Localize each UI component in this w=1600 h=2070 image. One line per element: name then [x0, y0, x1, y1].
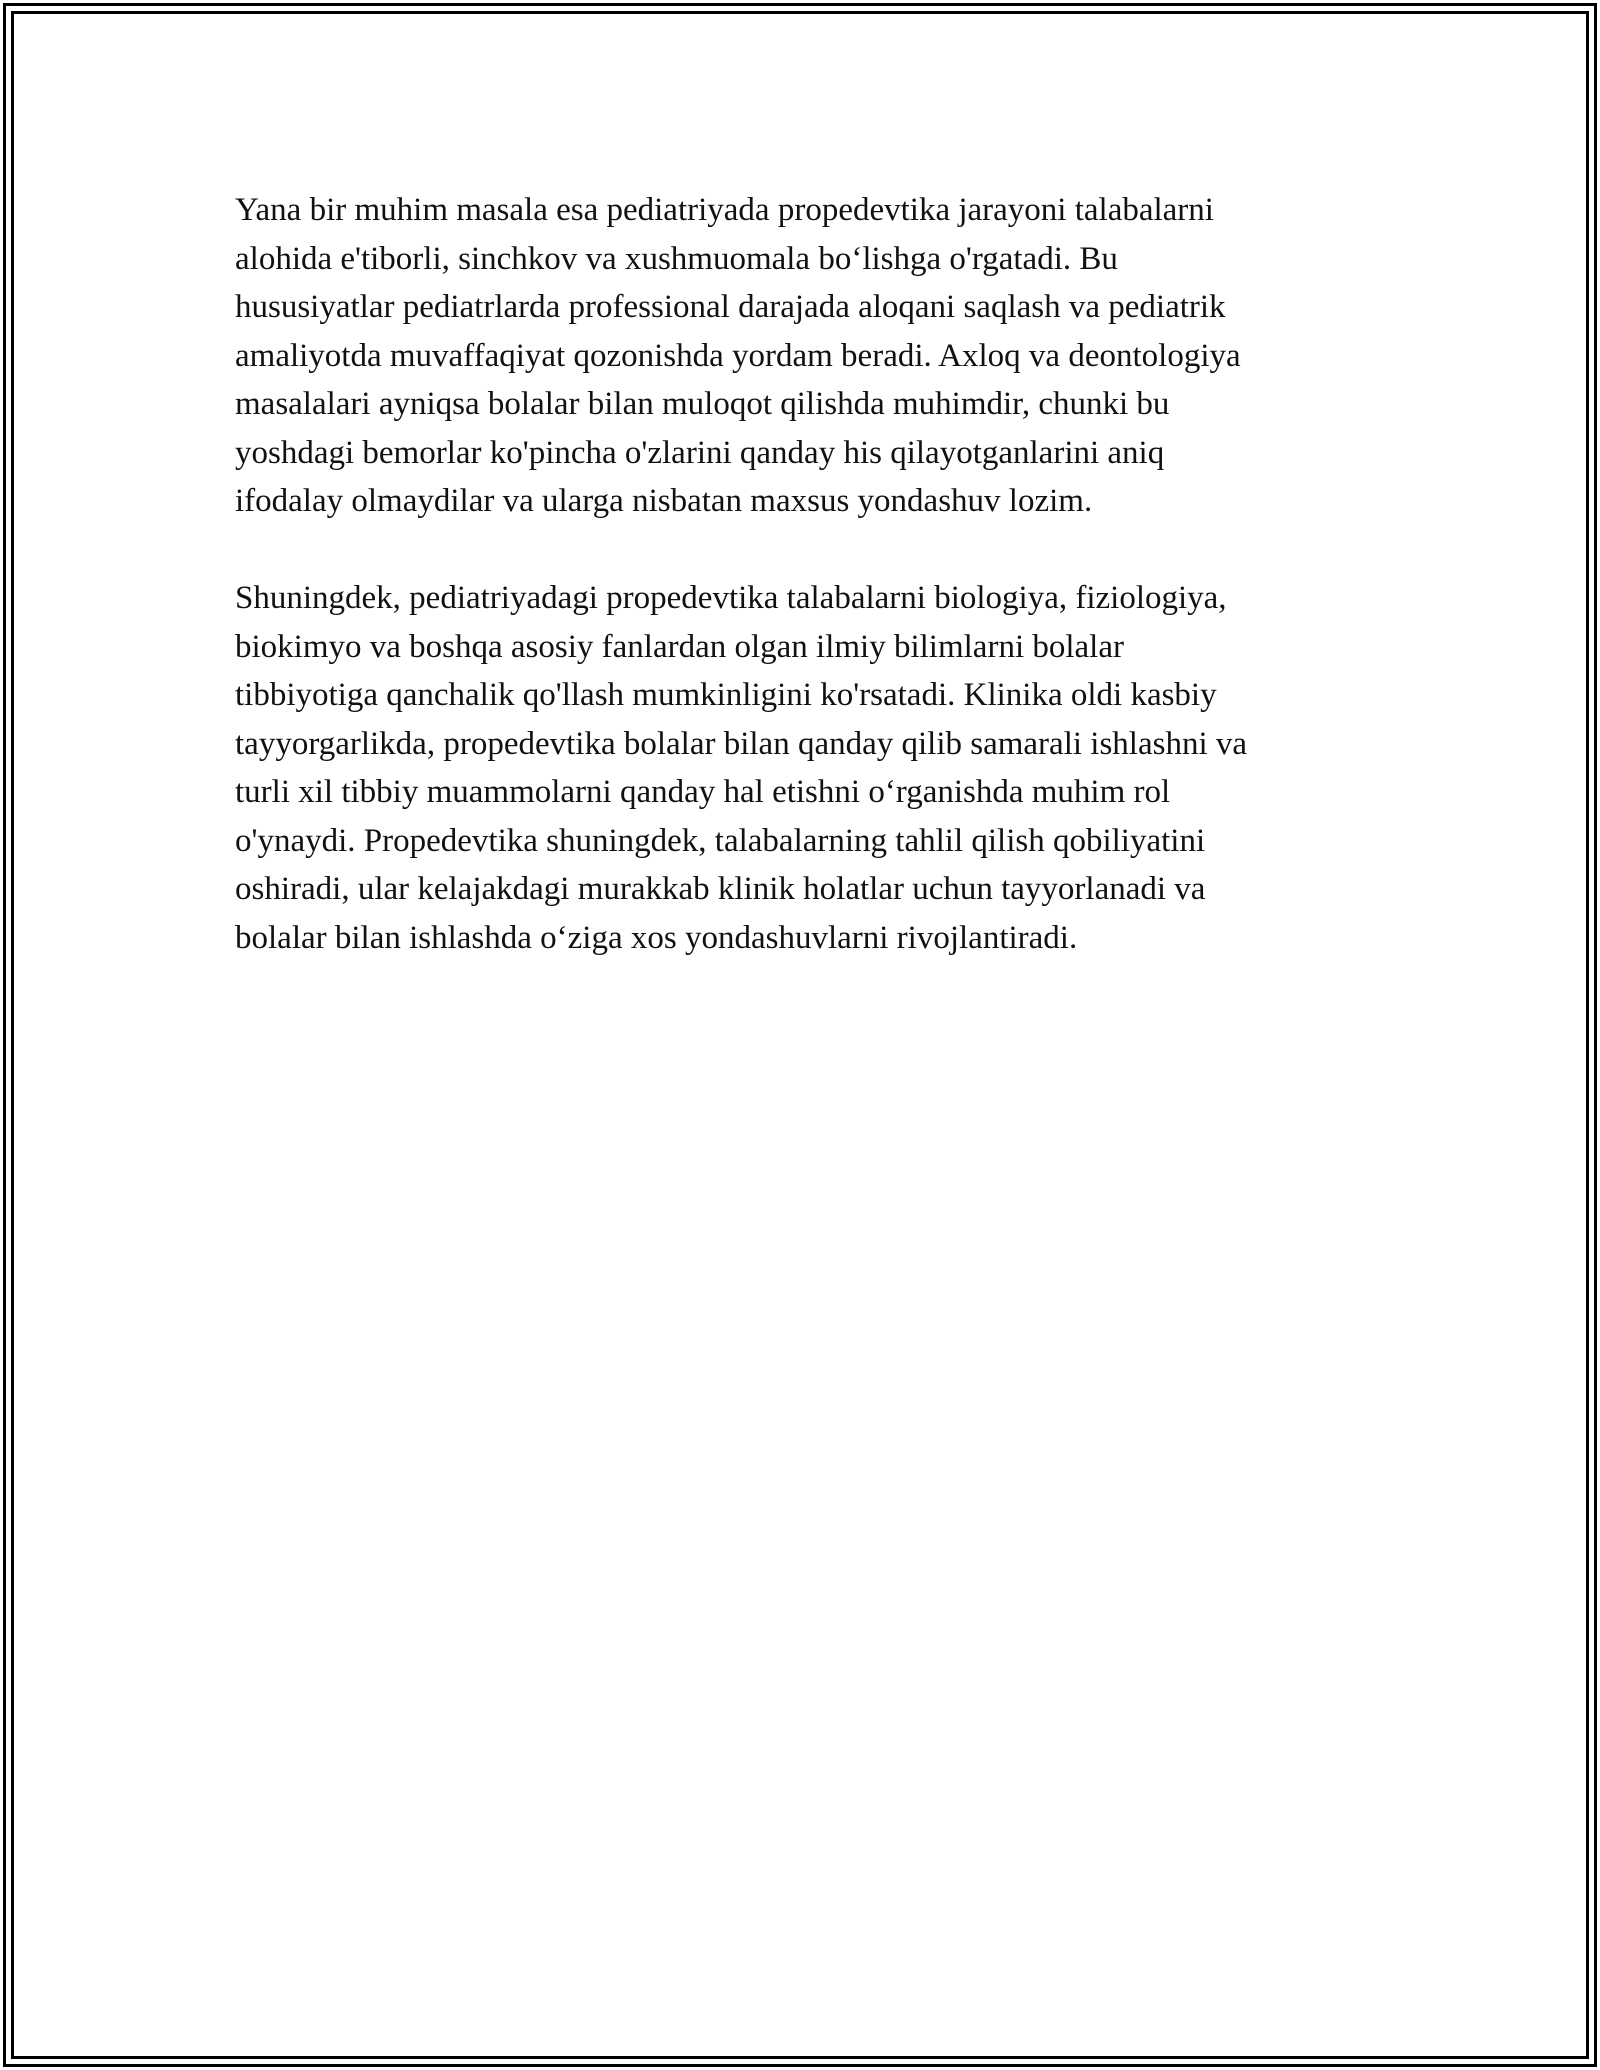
text-line: hususiyatlar pediatrlarda professional darajada aloqani saqlash va pediatrik — [235, 289, 1226, 325]
text-line: tayyorgarlikda, propedevtika bolalar bilan qanday qilib samarali ishlashni va — [235, 725, 1248, 762]
text-line: masalalari ayniqsa bolalar bilan muloqot qilishda muhimdir, chunki bu — [235, 386, 1170, 422]
paragraph-2 — [235, 574, 1375, 962]
text-line: amaliyotda muvaffaqiyat qozonishda yordam beradi. Axloq va deontologiya — [235, 337, 1241, 374]
text-line: Yana bir muhim masala esa pediatriyada propedevtika jarayoni talabalarni — [235, 192, 1214, 228]
text-line: bolalar bilan ishlashda o‘ziga xos yondashuvlarni rivojlantiradi. — [235, 919, 1078, 956]
text-line: Shuningdek, pediatriyadagi propedevtika talabalarni biologiya, fiziologiya, — [235, 580, 1227, 616]
text-line: turli xil tibbiy muammolarni qanday hal etishni o‘rganishda muhim rol — [235, 774, 1171, 810]
text-line: tibbiyotiga qanchalik qo'llash mumkinligini ko'rsatadi. Klinika oldi kasbiy — [235, 677, 1217, 713]
document-body — [235, 186, 1375, 962]
text-line: oshiradi, ular kelajakdagi murakkab klinik holatlar uchun tayyorlanadi va — [235, 871, 1206, 907]
text-line: yoshdagi bemorlar ko'pincha o'zlarini qanday his qilayotganlarini aniq — [235, 434, 1165, 471]
paragraph-1 — [235, 186, 1375, 526]
text-line: alohida e'tiborli, sinchkov va xushmuomala bo‘lishga o'rgatadi. Bu — [235, 240, 1118, 277]
text-line: ifodalay olmaydilar va ularga nisbatan maxsus yondashuv lozim. — [235, 483, 1093, 519]
text-line: biokimyo va boshqa asosiy fanlardan olgan ilmiy bilimlarni bolalar — [235, 628, 1124, 665]
text-line: o'ynaydi. Propedevtika shuningdek, talabalarning tahlil qilish qobiliyatini — [235, 822, 1206, 859]
